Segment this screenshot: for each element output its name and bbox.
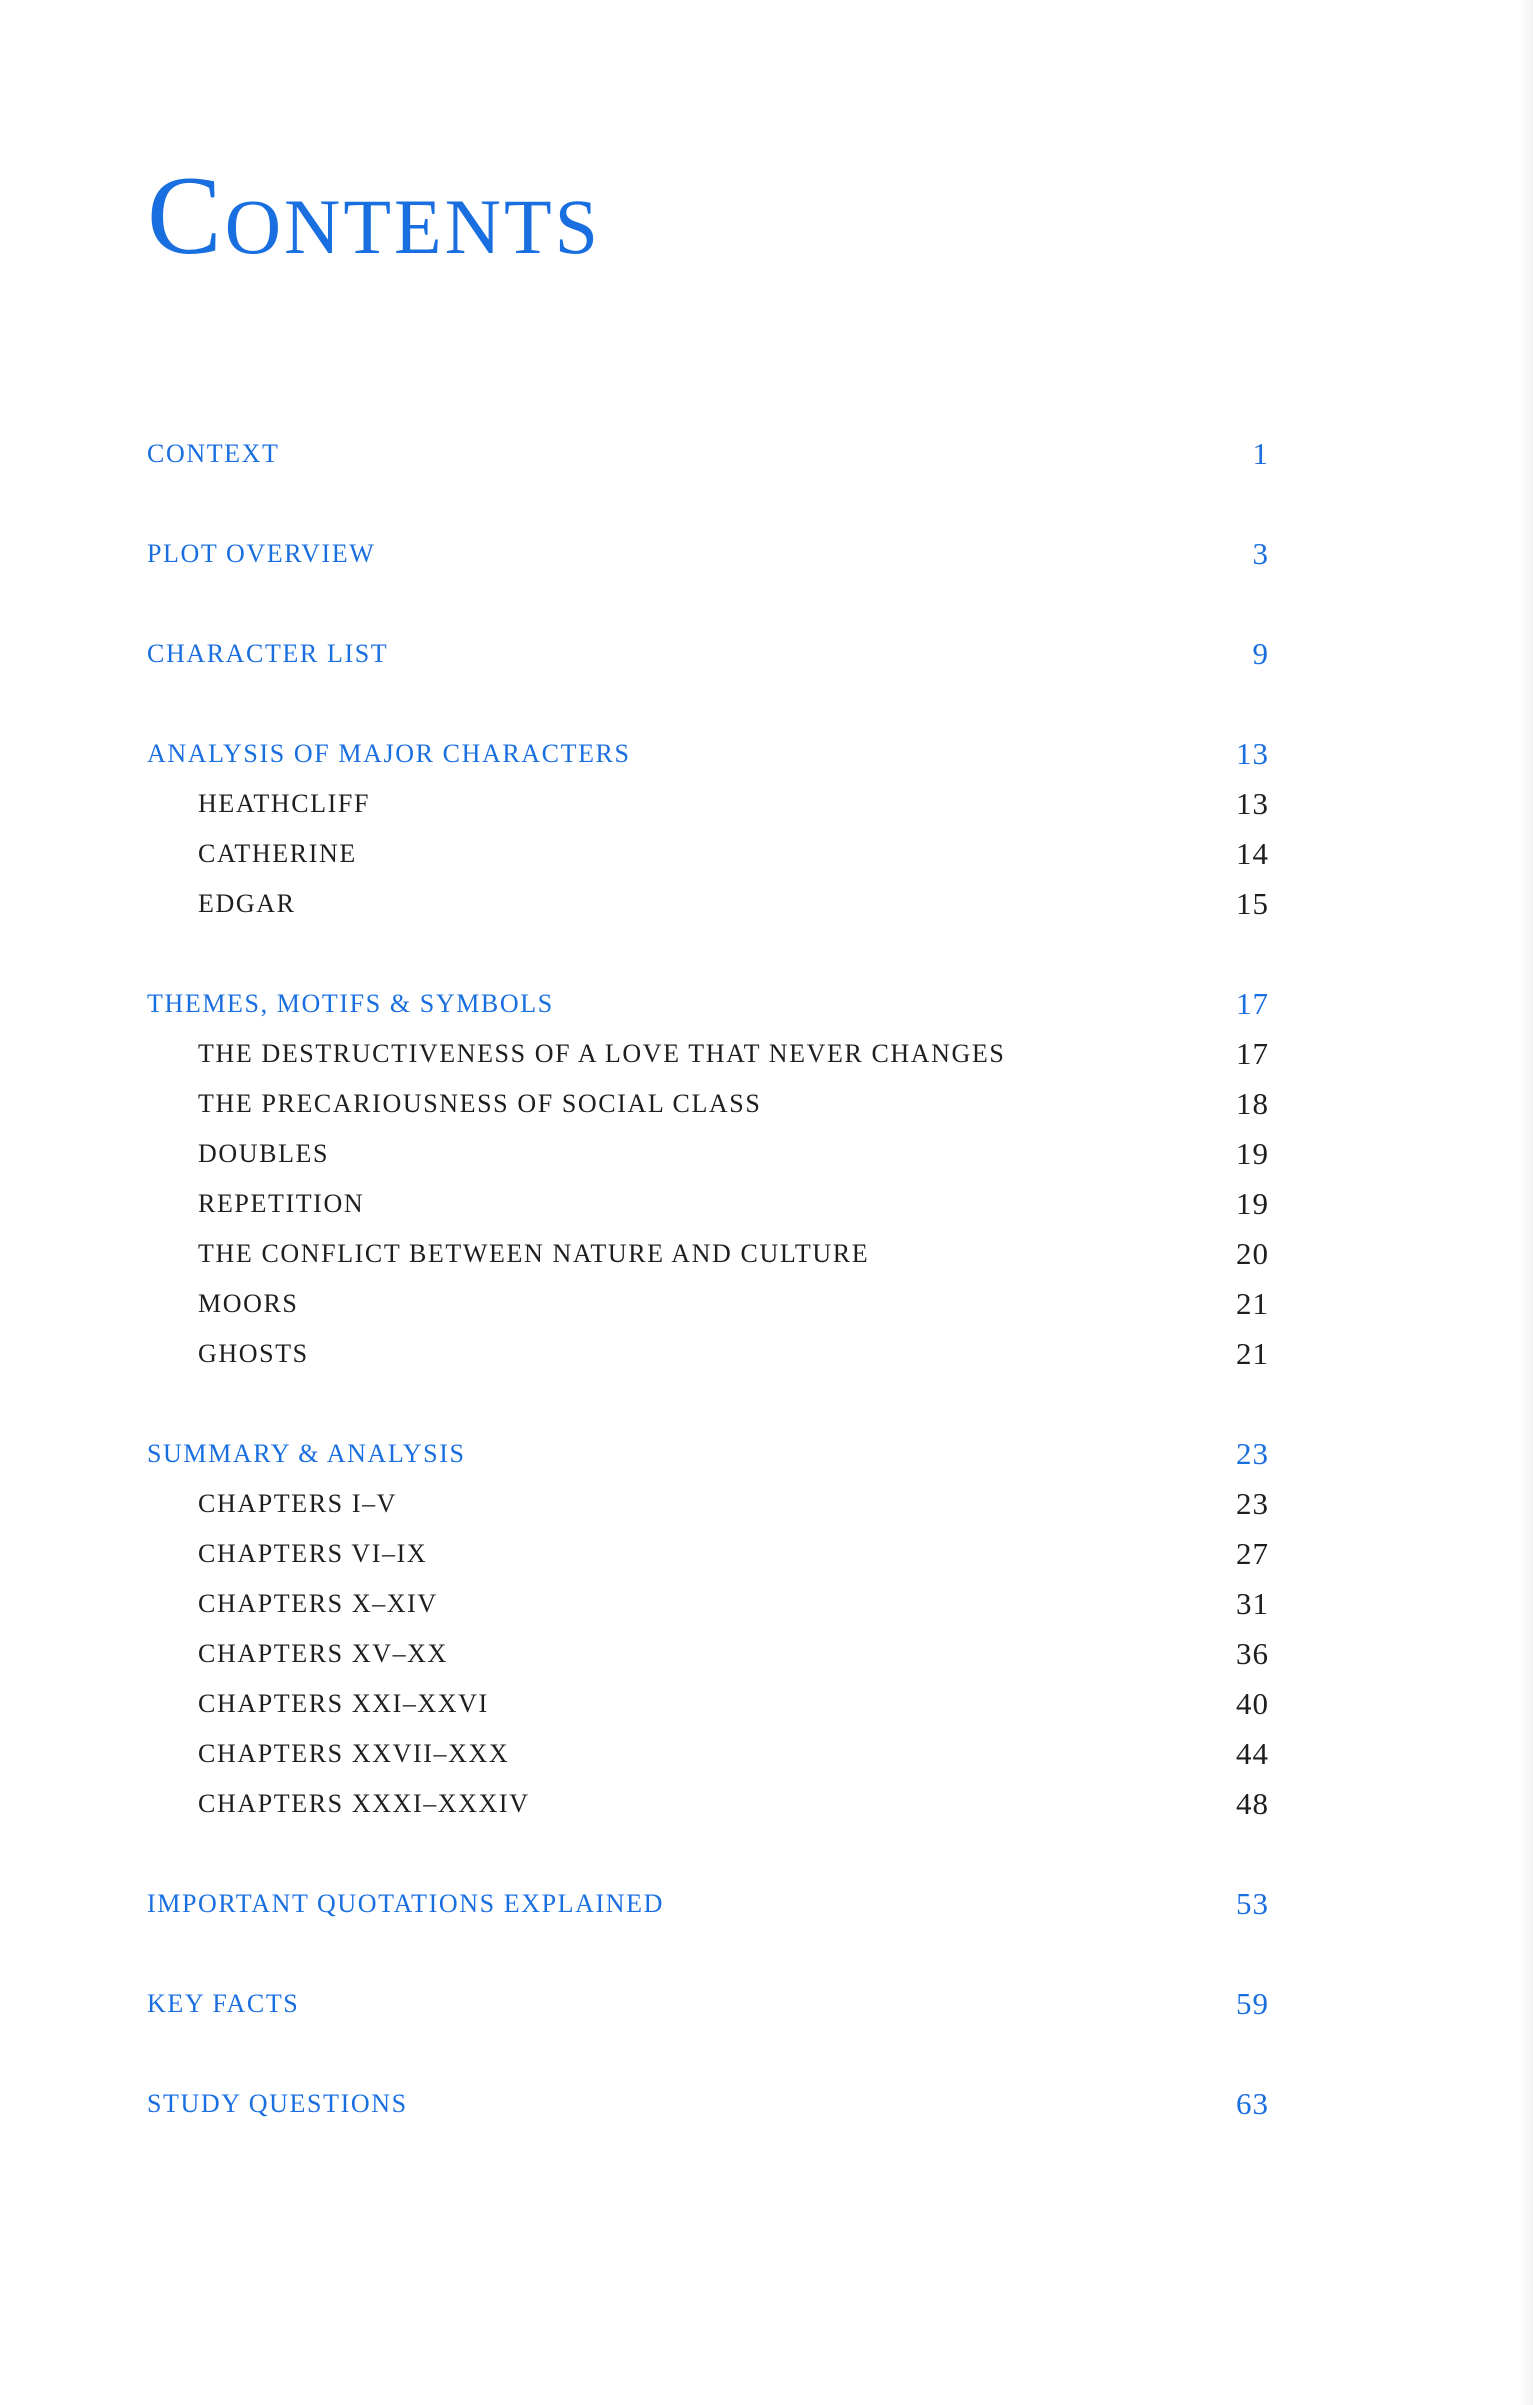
- toc-subentry[interactable]: [147, 1729, 1269, 1779]
- page-number: 1: [1252, 436, 1269, 471]
- toc-heading[interactable]: [147, 729, 1269, 779]
- toc-subentry[interactable]: [147, 1479, 1269, 1529]
- page-number: 48: [1236, 1786, 1269, 1821]
- toc-heading[interactable]: [147, 529, 1269, 579]
- entry-label: CHAPTERS I–V: [198, 1489, 398, 1518]
- toc-subentry[interactable]: [147, 879, 1269, 929]
- toc-subentry[interactable]: [147, 1329, 1269, 1379]
- entry-label: CHAPTERS XV–XX: [198, 1639, 448, 1668]
- page-number: 44: [1236, 1736, 1269, 1771]
- entry-label: REPETITION: [198, 1189, 365, 1218]
- toc-section: [147, 729, 1269, 929]
- page-number: 14: [1236, 836, 1269, 871]
- toc-subentry[interactable]: [147, 1529, 1269, 1579]
- table-of-contents: [147, 429, 1269, 2129]
- entry-label: ANALYSIS OF MAJOR CHARACTERS: [147, 739, 631, 768]
- page-number: 23: [1236, 1436, 1269, 1471]
- toc-heading[interactable]: [147, 629, 1269, 679]
- entry-label: STUDY QUESTIONS: [147, 2089, 408, 2118]
- entry-label: THE PRECARIOUSNESS OF SOCIAL CLASS: [198, 1089, 762, 1118]
- page-number: 53: [1236, 1886, 1269, 1921]
- entry-label: CHARACTER LIST: [147, 639, 389, 668]
- page-number: 21: [1236, 1286, 1269, 1321]
- page-number: 17: [1236, 1036, 1269, 1071]
- page-number: 13: [1236, 736, 1269, 771]
- page-number: 21: [1236, 1336, 1269, 1371]
- page-number: 19: [1236, 1136, 1269, 1171]
- toc-section: [147, 1979, 1269, 2029]
- page-number: 3: [1252, 536, 1269, 571]
- toc-section: [147, 1879, 1269, 1929]
- entry-label: CHAPTERS XXXI–XXXIV: [198, 1789, 530, 1818]
- toc-subentry[interactable]: [147, 1779, 1269, 1829]
- entry-label: MOORS: [198, 1289, 299, 1318]
- entry-label: PLOT OVERVIEW: [147, 539, 376, 568]
- entry-label: THE DESTRUCTIVENESS OF A LOVE THAT NEVER CHANGES: [198, 1039, 1006, 1068]
- page-number: 59: [1236, 1986, 1269, 2021]
- entry-label: THEMES, MOTIFS & SYMBOLS: [147, 989, 554, 1018]
- entry-label: DOUBLES: [198, 1139, 330, 1168]
- toc-subentry[interactable]: [147, 1279, 1269, 1329]
- page-number: 19: [1236, 1186, 1269, 1221]
- entry-label: SUMMARY & ANALYSIS: [147, 1439, 466, 1468]
- page-number: 18: [1236, 1086, 1269, 1121]
- toc-section: [147, 529, 1269, 579]
- toc-heading[interactable]: [147, 979, 1269, 1029]
- toc-heading[interactable]: [147, 1979, 1269, 2029]
- page-number: 27: [1236, 1536, 1269, 1571]
- page-edge-shadow: [1519, 0, 1533, 2405]
- page-number: 13: [1236, 786, 1269, 821]
- toc-section: [147, 1429, 1269, 1829]
- entry-label: CHAPTERS XXI–XXVI: [198, 1689, 489, 1718]
- page-number: 23: [1236, 1486, 1269, 1521]
- toc-subentry[interactable]: [147, 779, 1269, 829]
- toc-subentry[interactable]: [147, 1079, 1269, 1129]
- page-number: 36: [1236, 1636, 1269, 1671]
- page-number: 63: [1236, 2086, 1269, 2121]
- page-number: 20: [1236, 1236, 1269, 1271]
- page-number: 15: [1236, 886, 1269, 921]
- entry-label: CONTEXT: [147, 439, 280, 468]
- page-number: 31: [1236, 1586, 1269, 1621]
- entry-label: THE CONFLICT BETWEEN NATURE AND CULTURE: [198, 1239, 870, 1268]
- entry-label: HEATHCLIFF: [198, 789, 371, 818]
- toc-heading[interactable]: [147, 2079, 1269, 2129]
- toc-heading[interactable]: [147, 1879, 1269, 1929]
- entry-label: CHAPTERS X–XIV: [198, 1589, 438, 1618]
- entry-label: CHAPTERS VI–IX: [198, 1539, 428, 1568]
- toc-section: [147, 629, 1269, 679]
- entry-label: CATHERINE: [198, 839, 357, 868]
- toc-subentry[interactable]: [147, 1629, 1269, 1679]
- toc-section: [147, 2079, 1269, 2129]
- page-number: 17: [1236, 986, 1269, 1021]
- toc-subentry[interactable]: [147, 1229, 1269, 1279]
- toc-subentry[interactable]: [147, 829, 1269, 879]
- page-title: Contents: [147, 154, 602, 278]
- toc-subentry[interactable]: [147, 1579, 1269, 1629]
- entry-label: EDGAR: [198, 889, 296, 918]
- toc-heading[interactable]: [147, 429, 1269, 479]
- toc-subentry[interactable]: [147, 1029, 1269, 1079]
- toc-heading[interactable]: [147, 1429, 1269, 1479]
- page-number: 9: [1252, 636, 1269, 671]
- toc-section: [147, 429, 1269, 479]
- entry-label: KEY FACTS: [147, 1989, 300, 2018]
- entry-label: IMPORTANT QUOTATIONS EXPLAINED: [147, 1889, 665, 1918]
- page-number: 40: [1236, 1686, 1269, 1721]
- entry-label: CHAPTERS XXVII–XXX: [198, 1739, 510, 1768]
- toc-subentry[interactable]: [147, 1679, 1269, 1729]
- toc-subentry[interactable]: [147, 1179, 1269, 1229]
- toc-section: [147, 979, 1269, 1379]
- entry-label: GHOSTS: [198, 1339, 309, 1368]
- toc-subentry[interactable]: [147, 1129, 1269, 1179]
